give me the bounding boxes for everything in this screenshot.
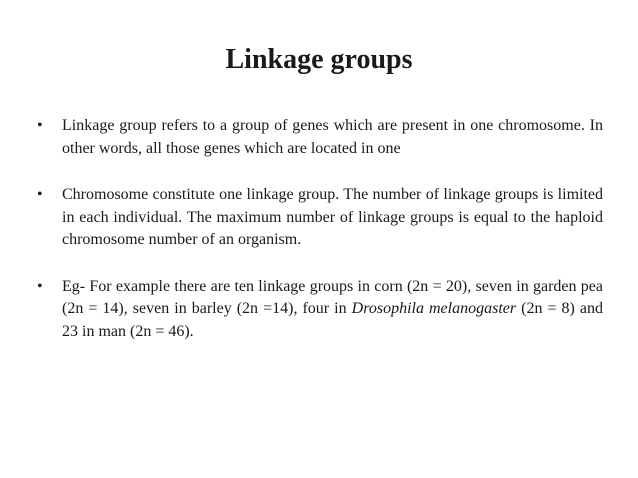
bullet-text-segment: Linkage group refers to a group of genes which are present in one chromosome. In other words, all those genes which are located in one: [62, 117, 603, 157]
bullet-text-segment: (2n = 8) and 23 in man (2n = 46).: [62, 300, 604, 340]
slide-title: Linkage groups: [225, 44, 413, 75]
bullet-marker: •: [37, 117, 43, 134]
bullet-item: [37, 184, 603, 252]
bullet-list: [37, 115, 603, 367]
species-name-italic: Drosophila melanogaster: [351, 300, 517, 317]
bullet-item: [37, 276, 603, 344]
bullet-text-segment: Eg- For example there are ten linkage groups in corn (2n = 20), seven in garden pea (2n = 14), seven in barley (2n =14), four in: [62, 277, 603, 317]
bullet-item: [37, 115, 603, 160]
bullet-text: [62, 186, 603, 248]
bullet-text: [62, 117, 603, 157]
bullet-marker: •: [37, 277, 43, 295]
bullet-marker: •: [37, 186, 43, 203]
bullet-text: [62, 278, 603, 340]
bullet-text-segment: Chromosome constitute one linkage group. The number of linkage groups is limited in each individual. The maximum number of linkage groups is equal to the haploid chromosome number of an organism.: [62, 186, 603, 248]
